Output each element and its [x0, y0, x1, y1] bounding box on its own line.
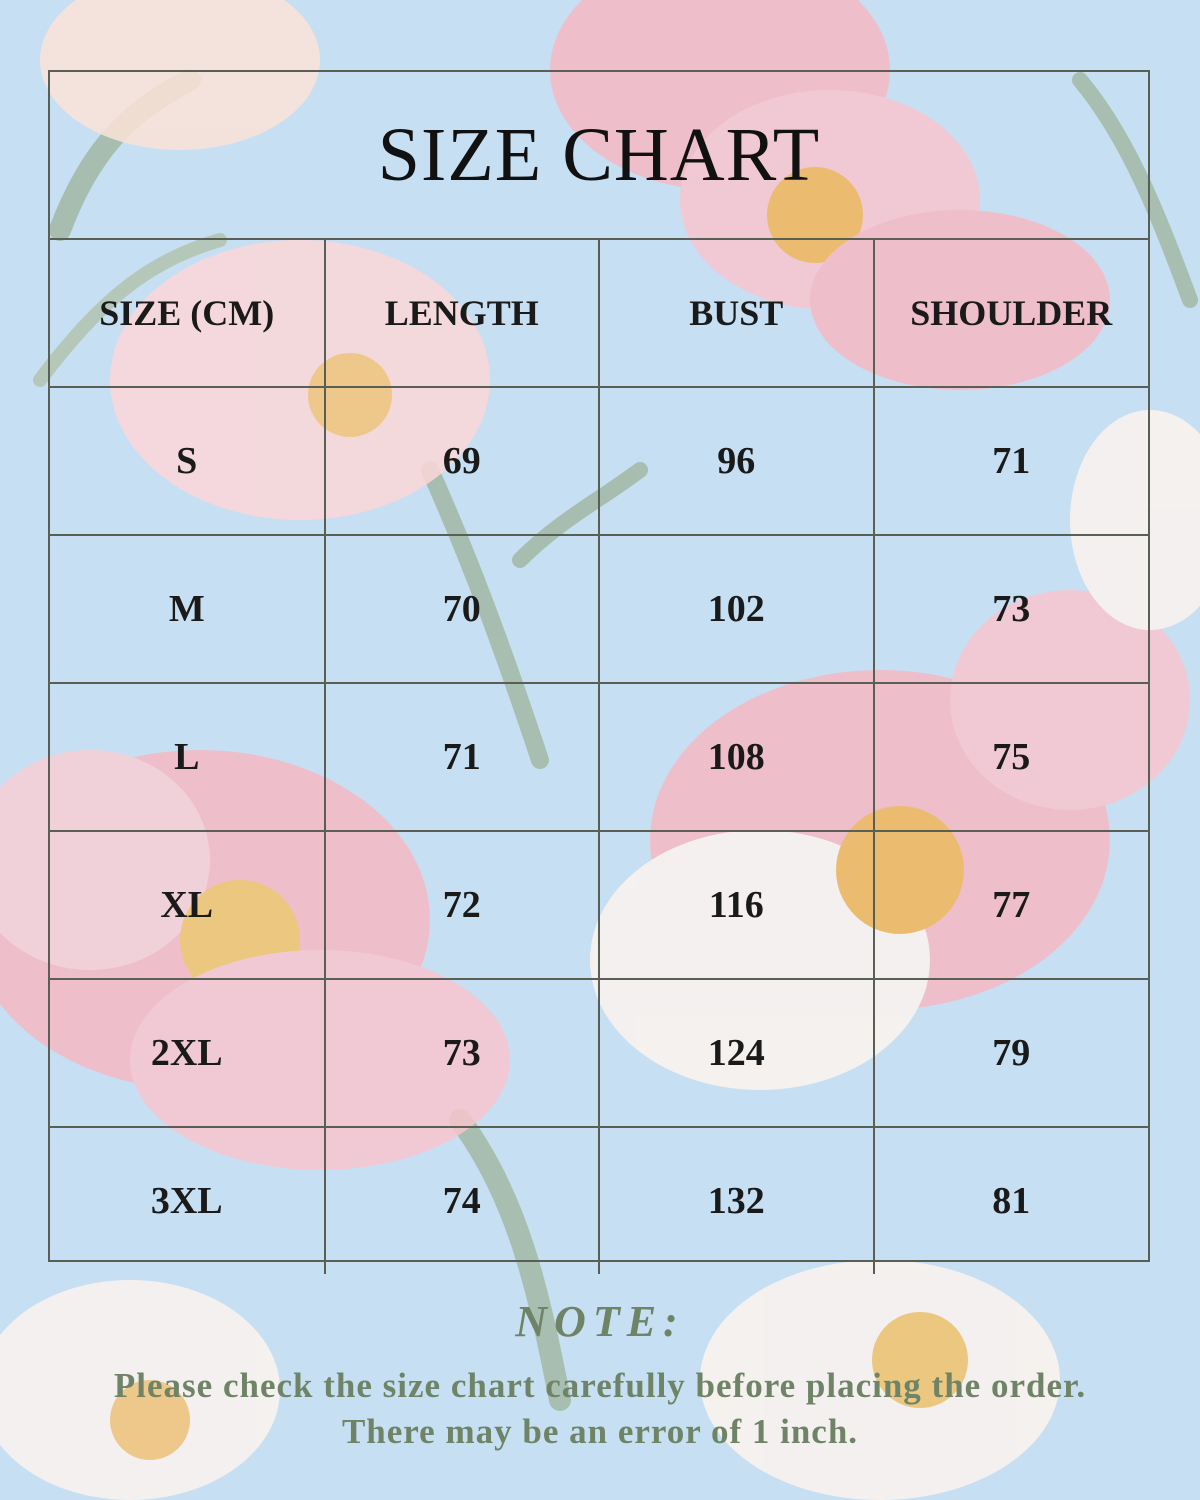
size-chart-frame [48, 70, 1150, 1262]
header-bust: BUST [599, 240, 874, 387]
size-cell: M [50, 535, 325, 683]
table-row [50, 683, 1148, 831]
length-cell: 69 [325, 387, 600, 535]
note-line-2: There may be an error of 1 inch. [341, 1412, 859, 1451]
size-cell: L [50, 683, 325, 831]
size-cell: S [50, 387, 325, 535]
table-row [50, 535, 1148, 683]
length-cell: 72 [325, 831, 600, 979]
shoulder-cell: 75 [874, 683, 1149, 831]
chart-title: SIZE CHART [50, 72, 1148, 240]
table-row [50, 831, 1148, 979]
note-title: NOTE: [515, 1297, 685, 1346]
table-row [50, 1127, 1148, 1274]
table-row [50, 387, 1148, 535]
size-cell: 2XL [50, 979, 325, 1127]
bust-cell: 116 [599, 831, 874, 979]
shoulder-cell: 71 [874, 387, 1149, 535]
shoulder-cell: 73 [874, 535, 1149, 683]
length-cell: 74 [325, 1127, 600, 1274]
header-row [50, 240, 1148, 387]
bust-cell: 96 [599, 387, 874, 535]
size-cell: XL [50, 831, 325, 979]
bust-cell: 132 [599, 1127, 874, 1274]
size-cell: 3XL [50, 1127, 325, 1274]
header-size: SIZE (CM) [50, 240, 325, 387]
length-cell: 70 [325, 535, 600, 683]
bust-cell: 124 [599, 979, 874, 1127]
shoulder-cell: 79 [874, 979, 1149, 1127]
shoulder-cell: 81 [874, 1127, 1149, 1274]
size-table [50, 240, 1148, 1274]
shoulder-cell: 77 [874, 831, 1149, 979]
length-cell: 73 [325, 979, 600, 1127]
header-shoulder: SHOULDER [874, 240, 1149, 387]
table-row [50, 979, 1148, 1127]
bust-cell: 102 [599, 535, 874, 683]
length-cell: 71 [325, 683, 600, 831]
bust-cell: 108 [599, 683, 874, 831]
note-line-1: Please check the size chart carefully before placing the order. [113, 1366, 1087, 1405]
header-length: LENGTH [325, 240, 600, 387]
